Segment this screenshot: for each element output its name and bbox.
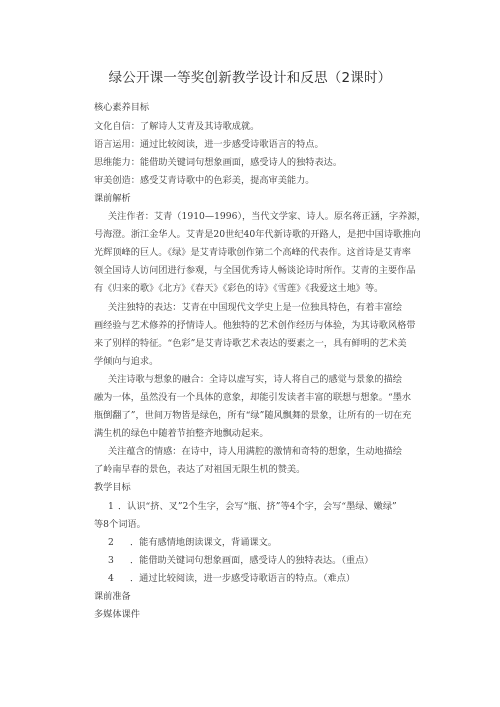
paragraph-line: 关注作者：艾青（1910—1996），当代文学家、诗人。原名蒋正涵，字养源， (108, 211, 426, 222)
section-heading-prep: 课前准备 (94, 591, 131, 602)
objective-number: 4 (108, 573, 114, 584)
paragraph-line: 瓶倒翻了”，世间万物皆是绿色，所有“绿”随风飘舞的景象，让所有的一切在充 (94, 410, 412, 421)
document-title: 绿公开课一等奖创新教学设计和反思（2课时） (108, 70, 392, 86)
paragraph-line: 关注蕴含的情感：在诗中，诗人用满腔的激情和奇特的想象，生动地描绘 (108, 446, 402, 457)
paragraph-line: 关注诗歌与想象的融合：全诗以虚写实，诗人将自己的感觉与景象的描绘 (108, 374, 402, 385)
objective-number: 2 (108, 537, 114, 548)
objective-text: 等8个词语。 (94, 519, 146, 530)
paragraph-line: 融为一体，虽然没有一个具体的意象，却能引发读者丰富的联想与想象。“墨水 (94, 392, 412, 403)
paragraph-line: 领全国诗人访问团进行参观，与全国优秀诗人畅谈论诗时所作。艾青的主要作品 (94, 265, 416, 276)
objective-text: ．认识“挤、叉”2个生字，会写“瓶、挤”等4个字，会写“墨绿、嫩绿” (118, 501, 397, 512)
paragraph-line: 满生机的绿色中随着节拍整齐地飘动起来。 (94, 428, 269, 439)
paragraph-line: 关注独特的表达：艾青在中国现代文学史上是一位独具特色，有着丰富绘 (108, 302, 402, 313)
objective-number: 3 (108, 555, 114, 566)
objective-number: 1 (108, 501, 114, 512)
paragraph-line: 学倾向与追求。 (94, 356, 159, 367)
section-heading-objectives: 教学目标 (94, 482, 131, 493)
prep-item: 多媒体课件 (94, 609, 140, 620)
paragraph-line: 了岭南早春的景色，表达了对祖国无限生机的赞美。 (94, 464, 306, 475)
objective-text: ．能借助关键词句想象画面，感受诗人的独特表达。（重点） (130, 555, 374, 566)
paragraph-line: 光辉顶峰的巨人。《绿》是艾青诗歌创作第二个高峰的代表作。这首诗是艾青率 (94, 247, 411, 258)
paragraph-line: 画经验与艺术修养的抒情诗人。他独特的艺术创作经历与体验，为其诗歌风格带 (94, 320, 416, 331)
objective-text: ．能有感情地朗读课文，背诵课文。 (130, 537, 277, 548)
paragraph-line: 有《归来的歌》《北方》《春天》《彩色的诗》《雪莲》《我爱这土地》等。 (94, 283, 384, 294)
objective-text: ．通过比较阅读，进一步感受诗歌语言的特点。（难点） (130, 573, 356, 584)
section-heading-core: 核心素养目标 (94, 102, 150, 113)
core-item: 文化自信：了解诗人艾青及其诗歌成就。 (94, 121, 260, 132)
core-item: 语言运用：通过比较阅读，进一步感受诗歌语言的特点。 (94, 139, 324, 150)
paragraph-line: 号海澄。浙江金华人。艾青是20世纪40年代新诗歌的开路人，是把中国诗歌推向 (94, 229, 421, 240)
core-item: 思维能力：能借助关键词句想象画面，感受诗人的独特表达。 (94, 157, 343, 168)
paragraph-line: 来了别样的特征。“色彩”是艾青诗歌艺术表达的要素之一，具有鲜明的艺术美 (94, 338, 407, 349)
section-heading-analysis: 课前解析 (94, 193, 131, 204)
core-item: 审美创造：感受艾青诗歌中的色彩美，提高审美能力。 (94, 175, 315, 186)
